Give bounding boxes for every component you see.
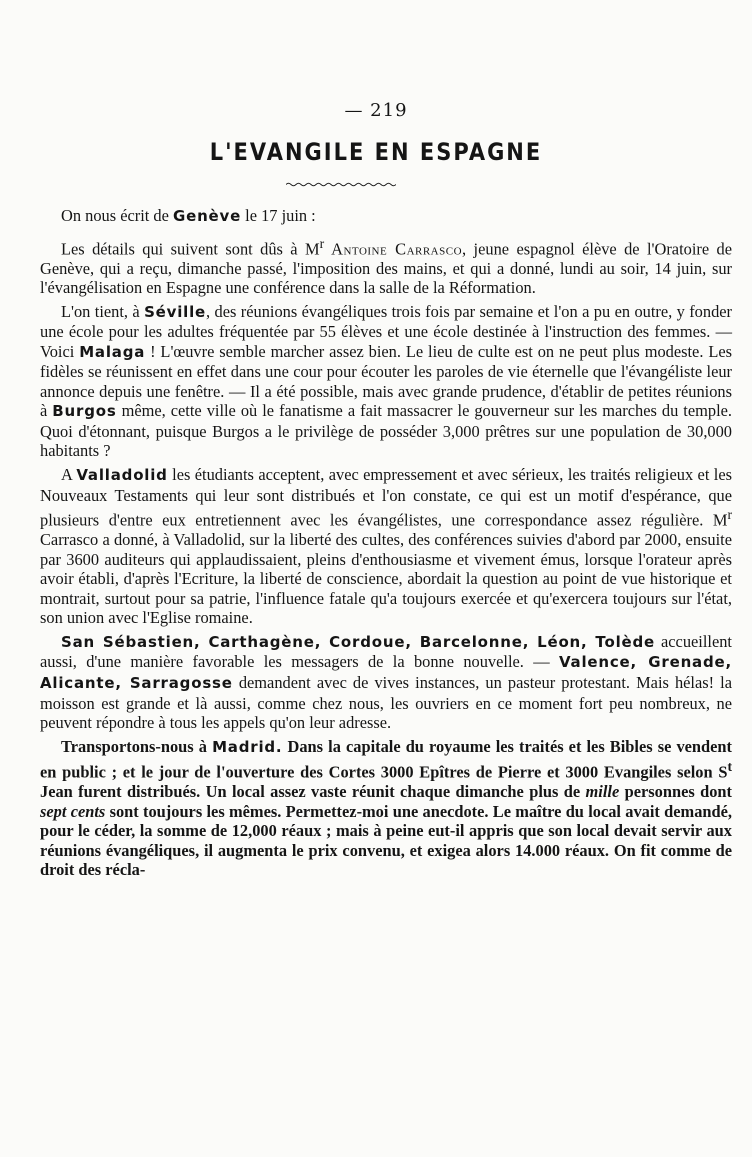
place-name: Malaga <box>79 342 146 361</box>
place-name: San Sébastien, Carthagène, Cordoue, Barcelonne, Léon, Tolède <box>61 632 656 651</box>
place-name: Madrid. <box>212 737 283 756</box>
paragraph: Les détails qui suivent sont dûs à $M^r$ Antoine Carrasco, jeune espagnol élève de l'Oratoire de Genève, qui a reçu, dimanche passé, l'imposition des mains, et qui a donné, lundi au soir, 14 juin, sur l'évangélisation en Espagne une conférence dans la salle de la Réformation. <box>40 235 732 298</box>
wavy-title-rule <box>286 182 396 187</box>
paragraph-intro: On nous écrit de Genève le 17 juin : <box>61 206 316 225</box>
place-name: Séville <box>144 302 207 321</box>
place-name: Genève <box>172 207 242 225</box>
article-body <box>40 206 732 880</box>
place-name: Valence, Grenade, Alicante, Sarragosse <box>40 653 732 692</box>
paragraph: Transportons-nous à Madrid. Dans la capitale du royaume les traités et les Bibles se vendent en public ; et le jour de l'ouverture des Cortes 3000 Epîtres de Pierre et 3000 Evangiles selon $S^t$ Jean furent distribués. Un local assez vaste réunit chaque dimanche plus de mille personnes dont sept cents sont toujours les mêmes. Permettez-moi une anecdote. Le maître du local avait demandé, pour le céder, la somme de 12,000 réaux ; mais à peine eut-il appris que son local devait servir aux réunions évangéliques, il augmenta le prix convenu, et exigea alors 14.000 réaux. On fit comme de droit des récla- <box>40 736 732 880</box>
article-title: L'EVANGILE EN ESPAGNE <box>209 138 543 166</box>
paragraph: San Sébastien, Carthagène, Cordoue, Barcelonne, Léon, Tolède accueillent aussi, d'une manière favorable les messagers de la bonne nouvelle. — Valence, Grenade, Alicante, Sarragosse demandent avec de vives instances, un pasteur protestant. Mais hélas! la moisson est grande et là aussi, comme chez nous, les ouvriers en ce moment fort peu nombreux, ne peuvent répondre à tous les appels qu'on leur adresse. <box>40 631 732 733</box>
person-name: Antoine Carrasco <box>324 239 463 259</box>
paragraph: L'on tient, à Séville, des réunions évangéliques trois fois par semaine et l'on a pu en outre, y fonder une école pour les adultes fréquentée par 55 élèves et une école destinée à l'instruction des femmes. — Voici Malaga ! L'œuvre semble marcher assez bien. Le lieu de culte est on ne peut plus modeste. Les fidèles se réunissent en effet dans une cour pour écouter les paroles de vie éternelle que l'évangéliste leur annonce depuis une fenêtre. — Il a été possible, mais avec grande prudence, d'établir de petites réunions à Burgos même, cette ville où le fanatisme a fait massacrer le gouverneur sur les marches du temple. Quoi d'étonnant, puisque Burgos a le privilège de posséder 3,000 prêtres sur une population de 30,000 habitants ? <box>40 301 733 461</box>
paragraph: A Valladolid les étudiants acceptent, avec empressement et avec sérieux, les traités religieux et les Nouveaux Testaments qui leur sont distribués et l'on constate, ce qui est un motif d'espérance, que plusieurs d'entre eux entretiennent avec les évangélistes, une correspondance assez régulière. $M^r$ Carrasco a donné, à Valladolid, sur la liberté des cultes, des conférences suivies d'abord par 2000, ensuite par 3600 auditeurs qui applaudissaient, pleins d'enthousiasme et vivement émus, lorsque l'orateur après avoir établi, d'après l'Ecriture, la liberté de conscience, abordait la question au point de vue historique et montrait, surtout pour sa patrie, l'influence fatale qu'a toujours exercée et qu'exercera toujours sur l'état, son union avec l'Eglise romaine. <box>40 465 732 628</box>
place-name: Valladolid <box>76 466 168 485</box>
page-number: — 219 <box>344 100 408 121</box>
place-name: Burgos <box>52 402 117 421</box>
